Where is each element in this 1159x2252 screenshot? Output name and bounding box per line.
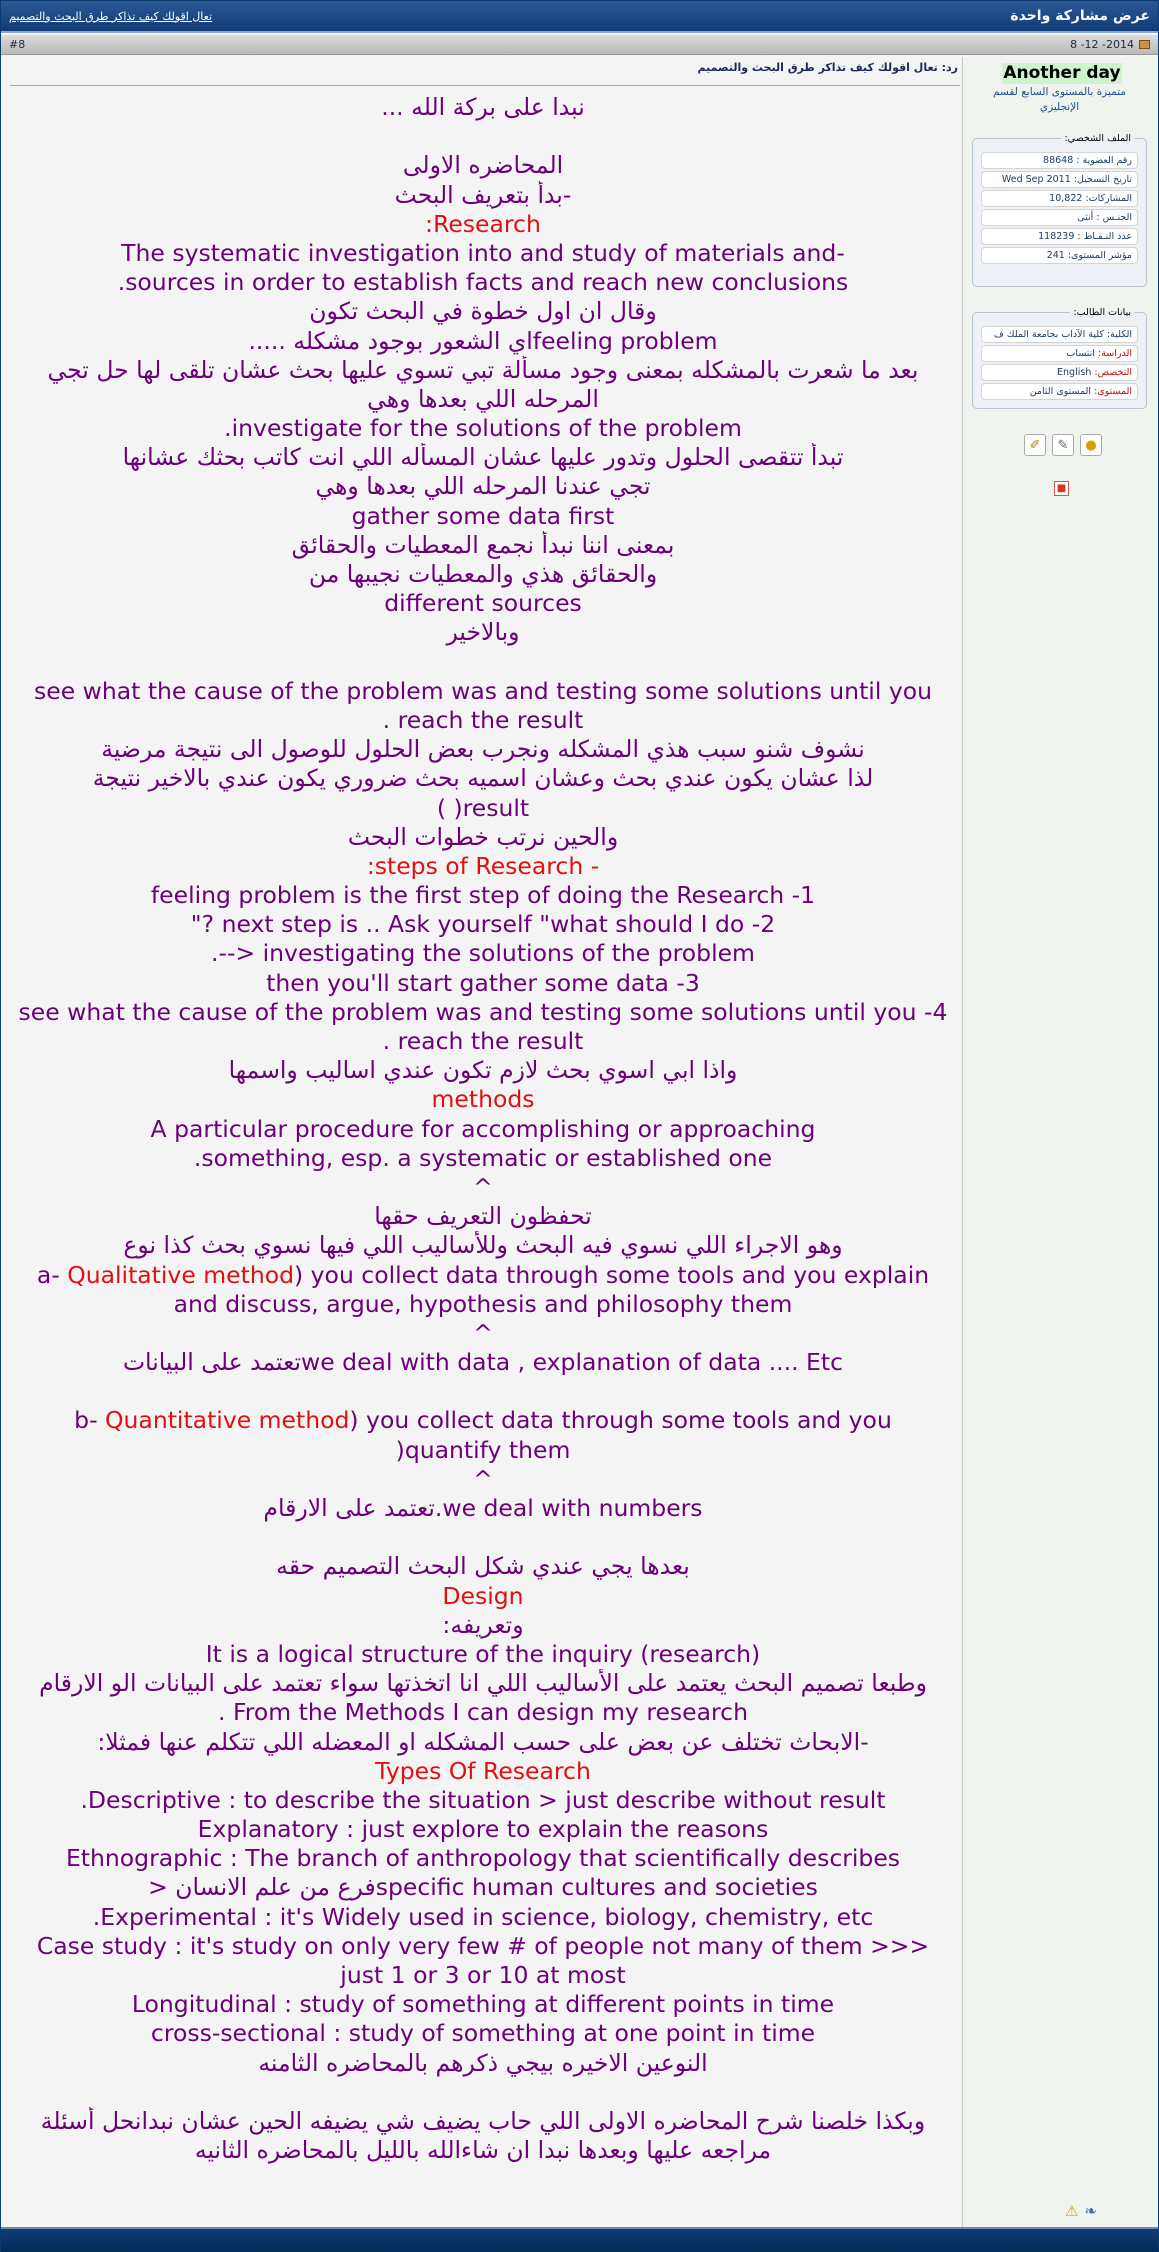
profile-label: رقم العضوية : [1076,155,1132,166]
post-date-bar [1,35,1158,55]
post-line [2,327,964,356]
post-text: It is a logical structure of the inquiry (research) [205,1639,761,1668]
post-line [2,1494,964,1523]
post-text: a- [36,1260,68,1289]
post-text: and discuss, argue, hypothesis and philosophy them [173,1289,793,1318]
post-text: gather some data first [351,501,615,530]
post-line [2,239,964,268]
post-text: result( ) [436,793,530,822]
highlighted-text: Qualitative method [67,1260,295,1289]
post-text: A particular procedure for accomplishing or approaching [150,1114,816,1143]
post-line [2,589,964,618]
post-line [2,1406,964,1435]
post-line [2,1728,964,1757]
highlighted-text: methods [431,1085,535,1114]
post-text: then you'll start gather some data -3 [266,968,700,997]
post-text: وبكذا خلصنا شرح المحاضره الاولى اللي حاب يضيف شي يضيفه الحين عشان نبدانحل أسئلة [40,2106,926,2135]
post-line [2,531,964,560]
post-content-area [2,57,964,2227]
highlighted-text: - steps of Research: [366,851,600,880]
post-text: وبالاخير [446,618,520,647]
post-line [2,1523,964,1552]
post-text: b- [74,1406,106,1435]
quote-icon[interactable]: ❧ [1084,2202,1097,2220]
post-text: feeling problemاي الشعور بوجود مشكله ..... [248,326,718,355]
post-line [2,1903,964,1932]
post-text: cross-sectional : study of something at one point in time [150,2019,816,2048]
post-line [2,356,964,385]
username[interactable]: Another day [1003,63,1121,83]
post-line [2,1932,964,1961]
student-legend: بيانات الطالب: [1073,307,1131,318]
highlighted-text: Research: [425,209,541,238]
post-line [2,502,964,531]
post-text: النوعين الاخيره بيجي ذكرهم بالمحاضره الثامنه [258,2048,708,2077]
thread-link[interactable]: تعال اقولك كيف تذاكر طرق البحث والتصميم [9,9,213,23]
profile-value: 88648 [1043,155,1074,166]
page-title: عرض مشاركة واحدة [1010,8,1150,24]
user-title: متميزة بالمستوى السابع لقسم الإنجليزي [993,86,1126,113]
post-line [2,1640,964,1669]
post-text: just 1 or 3 or 10 at most [340,1961,626,1989]
post-text: وهو الاجراء اللي نسوي فيه البحث وللأساليب اللي فيها نسوي بحث كذا نوع [123,1231,843,1260]
student-label: التخصص: [1094,367,1132,378]
report-icon[interactable]: ⚠ [1064,2202,1079,2220]
post-line [2,2107,964,2136]
post-text: we deal with numbers.تعتمد على الارقام [263,1494,703,1522]
post-line [2,2019,964,2048]
post-line [2,1757,964,1786]
post-text: وقال ان اول خطوة في البحث تكون [309,297,657,326]
post-text: From the Methods I can design my research . [218,1698,748,1727]
post-text: reach the result . [382,705,584,734]
post-text: تحفظون التعريف حقها [374,1202,592,1231]
post-line [2,560,964,589]
post-line [2,969,964,998]
post-text: specific human cultures and societiesفرع من علم الانسان < [148,1873,818,1902]
profile-label: عدد النـقـاط : [1077,231,1132,242]
post-line [2,1202,964,1231]
post-line [2,297,964,326]
post-title: رد: تعال اقولك كيف تذاكر طرق البحث والتصميم [697,61,958,74]
post-text: بمعنى اننا نبدأ نجمع المعطيات والحقائق [291,530,675,559]
post-line [2,181,964,210]
highlighted-text: Design [442,1581,524,1610]
student-row [981,383,1138,400]
post-text: المرحله اللي بعدها وهي [367,384,599,413]
post-text: لذا عشان يكون عندي بحث وعشان اسميه بحث ضروري يكون عندي بالاخير نتيجة [92,764,874,793]
post-text: different sources [384,589,582,618]
post-text: واذا ابي اسوي بحث لازم تكون عندي اساليب واسمها [228,1056,738,1085]
student-row [981,364,1138,381]
post-line [2,706,964,735]
post-body [2,93,964,2165]
post-line [2,414,964,443]
post-line [2,443,964,472]
post-text: والحقائق هذي والمعطيات نجيبها من [308,560,658,588]
student-row [981,345,1138,362]
highlighted-text: Quantitative method [105,1406,350,1435]
paper-award-icon[interactable]: ✎ [1052,434,1074,456]
post-line [2,735,964,764]
post-text: تجي عندنا المرحله اللي بعدها وهي [315,472,651,501]
post-line [2,268,964,297]
footer-bar [1,2227,1158,2252]
post-line [2,1261,964,1290]
student-value: English [1057,367,1092,378]
post-line [2,1465,964,1494]
post-text: -بدأ بتعريف البحث [394,180,572,209]
post-text: Explanatory : just explore to explain the reasons [197,1815,769,1844]
post-line [2,1815,964,1844]
profile-row [981,190,1138,207]
post-actions [1065,2202,1097,2220]
post-line [2,151,964,180]
profile-value: 10,822 [1049,193,1083,204]
post-line [2,1319,964,1348]
gold-medal-icon[interactable]: ● [1080,434,1102,456]
post-text: reach the result . [382,1027,584,1055]
post-line [2,2049,964,2078]
post-line [2,1786,964,1815]
post-text: next step is .. Ask yourself "what should I do -2 ?" [190,910,776,939]
post-line [2,1290,964,1319]
profile-row [981,228,1138,245]
student-label: الكلية: [1106,329,1132,340]
post-text: بعدها يجي عندي شكل البحث التصميم حقه [276,1552,690,1581]
post-text: Longitudinal : study of something at different points in time [131,1990,835,2019]
post-text: we deal with data , explanation of data .... Etcتعتمد على البيانات [122,1348,844,1377]
pencil-award-icon[interactable]: ✐ [1024,434,1046,456]
post-line [2,677,964,706]
post-text: quantify them( [395,1435,571,1464]
post-line [2,1144,964,1173]
student-fieldset [972,307,1147,409]
profile-legend: الملف الشخصي: [1064,133,1131,144]
post-line [2,2136,964,2165]
post-line [2,1698,964,1727]
post-text: see what the cause of the problem was and testing some solutions until you [34,676,932,705]
post-line [2,210,964,239]
post-line [2,2078,964,2107]
post-text: Descriptive : to describe the situation > just describe without result. [80,1785,886,1814]
post-line [2,1377,964,1406]
post-text: وطبعا تصميم البحث يعتمد على الأساليب اللي انا اتخذتها سواء تعتمد على البيانات الو الارقام [39,1669,927,1698]
post-line [2,1552,964,1581]
post-text: see what the cause of the problem was and testing some solutions until you -4 [18,997,948,1026]
post-text: Case study : it's study on only very few # of people not many of them >>> [36,1931,930,1960]
post-line [2,1669,964,1698]
post-line [2,1231,964,1260]
post-line [2,385,964,414]
post-line [2,1873,964,1902]
post-line [2,1961,964,1990]
post-text: Experimental : it's Widely used in science, biology, chemistry, etc. [92,1902,874,1931]
profile-value: Wed Sep 2011 [1001,174,1071,185]
post-line [2,939,964,968]
student-value: انتساب [1066,348,1095,359]
post-line [2,1611,964,1640]
post-text: والحين نرتب خطوات البحث [347,822,619,851]
post-text: feeling problem is the first step of doing the Research -1 [150,881,816,910]
student-label: المستوى: [1094,386,1132,397]
post-line [2,618,964,647]
header-bar [1,1,1158,33]
post-line [2,1027,964,1056]
user-sidebar [962,57,1157,2227]
profile-row [981,209,1138,226]
post-text: ^ [473,1318,493,1347]
post-icon [1139,40,1150,49]
post-line [2,1436,964,1465]
student-value: كلية الآداب بجامعة الملك ف [993,329,1104,340]
post-line [2,472,964,501]
post-line [2,1085,964,1114]
post-text: ^ [473,1172,493,1201]
post-text: مراجعه عليها وبعدها نبدا ان شاءالله بالليل بالمحاضره الثانيه [194,2136,772,2165]
post-date: 8 -12 -2014 [1070,38,1134,51]
post-text: ) you collect data through some tools and you explain [294,1260,930,1289]
post-line [2,823,964,852]
post-line [2,1990,964,2019]
post-line [2,881,964,910]
post-line [2,1115,964,1144]
post-text: نبدا على بركة الله ... [381,93,585,121]
profile-value: 118239 [1038,231,1075,242]
post-text: نشوف شنو سبب هذي المشكله ونجرب بعض الحلول للوصول الى نتيجة مرضية [101,735,865,764]
post-line [2,794,964,823]
post-line [2,910,964,939]
post-text: ^ [473,1464,493,1493]
profile-row [981,152,1138,169]
profile-row [981,171,1138,188]
profile-value: 241 [1046,250,1065,261]
profile-value: أنثى [1077,212,1094,223]
post-line [2,1582,964,1611]
profile-label: المشاركات: [1085,193,1132,204]
post-line [2,764,964,793]
student-label: الدراسة: [1097,348,1132,359]
post-line [2,1844,964,1873]
post-text: تبدأ تتقصى الحلول وتدور عليها عشان المسأله اللي انت كاتب بحثك عشانها [122,443,844,472]
post-line [2,93,964,122]
profile-label: تاريخ التسجيل: [1073,174,1132,185]
post-line [2,1173,964,1202]
post-text: وتعريفه: [442,1610,524,1639]
post-line [2,852,964,881]
profile-label: الجنـس : [1096,212,1132,223]
post-title-divider [10,85,960,86]
post-line [2,648,964,677]
post-line [2,998,964,1027]
post-number[interactable]: #8 [9,38,26,51]
post-text: sources in order to establish facts and reach new conclusions. [117,268,849,297]
post-text: المحاضره الاولى [402,151,564,180]
profile-label: مؤشر المستوى: [1067,250,1132,261]
highlighted-text: Types Of Research [375,1756,591,1785]
student-row [981,326,1138,343]
post-text: بعد ما شعرت بالمشكله بمعنى وجود مسألة تبي تسوي عليها بحث عشان تلقى لها حل تجي [47,355,919,384]
badge-icon[interactable]: ■ [1054,481,1069,496]
post-text: Ethnographic : The branch of anthropology that scientifically describes [65,1844,901,1873]
post-text: ) you collect data through some tools and you [349,1406,892,1435]
post-text: something, esp. a systematic or established one. [193,1143,773,1172]
post-line [2,1056,964,1085]
awards-row [1024,434,1102,456]
post-text: investigating the solutions of the problem <--. [211,939,755,968]
post-date-wrap [1070,38,1150,51]
profile-fieldset [972,133,1147,287]
post-line [2,122,964,151]
post-text: -الابحاث تختلف عن بعض على حسب المشكله او المعضله اللي تتكلم عنها فمثلا: [97,1727,869,1756]
post-text: investigate for the solutions of the problem. [224,414,742,443]
student-value: المستوى الثامن [1029,386,1092,397]
profile-row [981,247,1138,264]
post-line [2,1348,964,1377]
post-text: The systematic investigation into and study of materials and- [121,238,845,267]
